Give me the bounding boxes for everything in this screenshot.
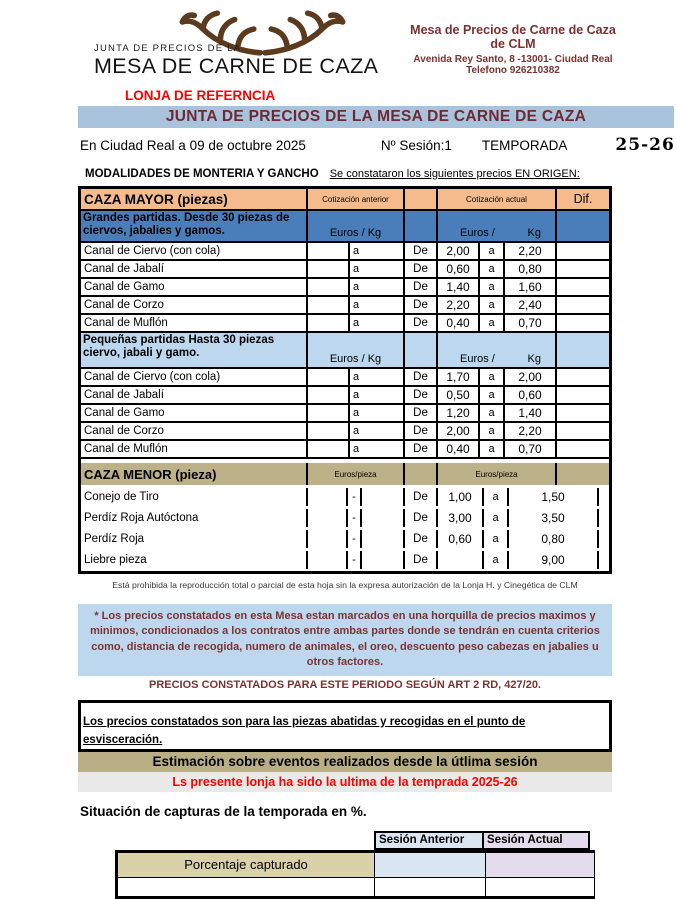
table-row bbox=[81, 297, 609, 313]
table-row bbox=[81, 441, 609, 457]
max-price: 1,40 bbox=[505, 405, 555, 421]
copyright-note: Está prohibida la reproducción total o parcial de esta hoja sin la expresa autorización de la Lonja H. y Cinegética de CLM bbox=[112, 580, 578, 590]
section-subtitle: Grandes partidas. Desde 30 piezas de ciervos, jabalies y gamos. bbox=[81, 211, 306, 241]
pequenas-partidas-header bbox=[81, 333, 609, 367]
table-row bbox=[81, 315, 609, 331]
prev-min-cell bbox=[308, 315, 348, 331]
table-row bbox=[81, 530, 609, 548]
dash-cell: - bbox=[348, 488, 360, 506]
session-line bbox=[80, 135, 677, 155]
max-price: 1,60 bbox=[505, 279, 555, 295]
row-name: Canal de Ciervo (con cola) bbox=[81, 243, 306, 259]
dif-cell bbox=[557, 261, 609, 277]
a-cell: a bbox=[480, 441, 503, 457]
col-cotizacion-actual: Cotización actual bbox=[438, 189, 555, 209]
dash-cell: - bbox=[348, 551, 360, 569]
de-cell: De bbox=[405, 551, 436, 569]
a-cell: a bbox=[480, 369, 503, 385]
table-row bbox=[81, 488, 609, 506]
modalidades-line bbox=[85, 168, 677, 184]
max-price: 2,00 bbox=[505, 369, 555, 385]
logo bbox=[58, 10, 379, 86]
max-price: 0,70 bbox=[505, 441, 555, 457]
caza-menor-section bbox=[81, 459, 609, 571]
capturas-header-row bbox=[374, 831, 595, 850]
a-cell: a bbox=[484, 551, 507, 569]
section-subtitle: Pequeñas partidas Hasta 30 piezas ciervo, jabali y gamo. bbox=[81, 333, 306, 367]
row-name: Canal de Corzo bbox=[81, 423, 306, 439]
min-price: 0,60 bbox=[438, 530, 482, 548]
min-price: 0,50 bbox=[438, 387, 478, 403]
dash-cell: - bbox=[348, 530, 360, 548]
prev-max-cell bbox=[362, 530, 403, 548]
porcentaje-anterior-cell bbox=[375, 853, 485, 877]
min-price: 0,40 bbox=[438, 315, 478, 331]
unit-spacer bbox=[405, 333, 436, 367]
a-cell: a bbox=[480, 243, 503, 259]
a-cell: a bbox=[484, 530, 507, 548]
max-price: 0,60 bbox=[505, 387, 555, 403]
min-price: 1,40 bbox=[438, 279, 478, 295]
prev-min-cell bbox=[308, 243, 348, 259]
unit-curr bbox=[438, 333, 555, 367]
col-dif: Dif. bbox=[557, 189, 609, 209]
temporada-value: 25-26 bbox=[615, 135, 675, 155]
min-price: 2,00 bbox=[438, 423, 478, 439]
org-name-line2: de CLM bbox=[490, 37, 536, 51]
min-price: 2,00 bbox=[438, 243, 478, 259]
row-filler bbox=[599, 488, 609, 506]
dif-cell bbox=[557, 423, 609, 439]
prev-max-cell bbox=[362, 551, 403, 569]
prev-sep-cell: a bbox=[350, 405, 403, 421]
a-cell: a bbox=[484, 488, 507, 506]
max-price: 0,80 bbox=[509, 530, 597, 548]
prev-sep-cell: a bbox=[350, 279, 403, 295]
estimacion-bar: Estimación sobre eventos realizados desde la útlima sesión bbox=[78, 752, 612, 772]
evisceracion-text: Los precios constatados son para las piezas abatidas y recogidas en el punto de esvisceración. bbox=[83, 715, 526, 746]
capturas-body bbox=[115, 850, 595, 899]
dif-cell bbox=[557, 297, 609, 313]
prev-sep-cell: a bbox=[350, 297, 403, 313]
row-name: Canal de Muflón bbox=[81, 441, 306, 457]
de-cell: De bbox=[405, 243, 436, 259]
table-row bbox=[81, 369, 609, 385]
min-price: 1,20 bbox=[438, 405, 478, 421]
dif-cell bbox=[557, 315, 609, 331]
prev-sep-cell: a bbox=[350, 387, 403, 403]
table-row bbox=[81, 243, 609, 259]
logo-subtitle: JUNTA DE PRECIOS DE LA bbox=[94, 43, 242, 54]
de-cell: De bbox=[405, 315, 436, 331]
max-price: 0,80 bbox=[505, 261, 555, 277]
price-conditions-note: * Los precios constatados en esta Mesa estan marcados en una horquilla de precios maximos y minimos, condicionados a los contratos entre ambas partes donde se tendrán en cuenta criterios como, distancia de recogida, numero de animales, el oreo, descuento peso cabezas en jabalies u otros factores. bbox=[78, 604, 612, 676]
unit-prev: Euros / Kg bbox=[308, 211, 403, 241]
row-name: Canal de Gamo bbox=[81, 279, 306, 295]
unit-curr-kg: Kg bbox=[527, 227, 541, 239]
caza-mayor-title: CAZA MAYOR (piezas) bbox=[81, 189, 306, 209]
prev-min-cell bbox=[308, 387, 348, 403]
temporada-label: TEMPORADA bbox=[481, 138, 568, 153]
table-row bbox=[81, 423, 609, 439]
row-filler bbox=[599, 551, 609, 569]
prev-min-cell bbox=[308, 423, 348, 439]
empty-cell bbox=[375, 878, 485, 896]
min-price: 0,60 bbox=[438, 261, 478, 277]
dif-cell bbox=[557, 405, 609, 421]
de-cell: De bbox=[405, 261, 436, 277]
prev-min-cell bbox=[308, 530, 346, 548]
prev-sep-cell: a bbox=[350, 261, 403, 277]
empty-cell bbox=[118, 878, 374, 896]
caza-menor-header-row bbox=[81, 463, 609, 485]
max-price: 0,70 bbox=[505, 315, 555, 331]
min-price: 1,00 bbox=[438, 488, 482, 506]
prev-sep-cell: a bbox=[350, 441, 403, 457]
prev-min-cell bbox=[308, 279, 348, 295]
row-name: Canal de Jabalí bbox=[81, 261, 306, 277]
row-name: Canal de Corzo bbox=[81, 297, 306, 313]
table-row bbox=[81, 279, 609, 295]
unit-prev: Euros / Kg bbox=[308, 333, 403, 367]
precios-constatados-line: PRECIOS CONSTATADOS PARA ESTE PERIODO SEGÚN ART 2 RD, 427/20. bbox=[149, 678, 541, 691]
min-price: 2,20 bbox=[438, 297, 478, 313]
de-cell: De bbox=[405, 297, 436, 313]
modalidades-title: MODALIDADES DE MONTERIA Y GANCHO bbox=[85, 168, 319, 180]
prev-min-cell bbox=[308, 261, 348, 277]
lonja-referencia-label: LONJA DE REFERNCIA bbox=[125, 88, 276, 103]
row-name: Canal de Gamo bbox=[81, 405, 306, 421]
max-price: 9,00 bbox=[509, 551, 597, 569]
prev-sep-cell: a bbox=[350, 315, 403, 331]
logo-title: MESA DE CARNE DE CAZA bbox=[94, 54, 379, 78]
max-price: 3,50 bbox=[509, 509, 597, 527]
max-price: 2,40 bbox=[505, 297, 555, 313]
row-name: Perdíz Roja Autóctona bbox=[81, 509, 306, 527]
unit-spacer bbox=[405, 463, 436, 485]
dif-cell bbox=[557, 243, 609, 259]
de-cell: De bbox=[405, 423, 436, 439]
table-row bbox=[81, 387, 609, 403]
unit-dif-spacer bbox=[557, 463, 609, 485]
row-filler bbox=[599, 509, 609, 527]
prev-min-cell bbox=[308, 551, 346, 569]
de-cell: De bbox=[405, 369, 436, 385]
caza-mayor-header-row bbox=[81, 189, 609, 209]
page-header bbox=[0, 10, 677, 86]
min-price: 3,00 bbox=[438, 509, 482, 527]
dif-cell bbox=[557, 387, 609, 403]
situacion-title: Situación de capturas de la temporada en %. bbox=[80, 803, 367, 819]
price-table bbox=[78, 186, 612, 574]
ultima-lonja-notice: Ls presente lonja ha sido la ultima de la temprada 2025-26 bbox=[78, 772, 612, 792]
prev-sep-cell: a bbox=[350, 243, 403, 259]
constataron-note: Se constataron los siguientes precios EN ORIGEN: bbox=[329, 168, 580, 180]
prev-sep-cell: a bbox=[350, 369, 403, 385]
prev-min-cell bbox=[308, 405, 348, 421]
a-cell: a bbox=[480, 423, 503, 439]
de-cell: De bbox=[405, 387, 436, 403]
unit-dif-spacer bbox=[557, 333, 609, 367]
table-row bbox=[81, 509, 609, 527]
row-filler bbox=[599, 530, 609, 548]
unit-dif-spacer bbox=[557, 211, 609, 241]
col-sesion-actual: Sesión Actual bbox=[482, 831, 590, 850]
porcentaje-actual-cell bbox=[486, 853, 594, 877]
table-row bbox=[81, 405, 609, 421]
row-name: Canal de Jabalí bbox=[81, 387, 306, 403]
caza-menor-title: CAZA MENOR (pieza) bbox=[81, 463, 306, 485]
dif-cell bbox=[557, 441, 609, 457]
unit-curr bbox=[438, 211, 555, 241]
min-price: 1,70 bbox=[438, 369, 478, 385]
max-price: 2,20 bbox=[505, 243, 555, 259]
max-price: 1,50 bbox=[509, 488, 597, 506]
prev-min-cell bbox=[308, 441, 348, 457]
col-spacer bbox=[405, 189, 436, 209]
de-cell: De bbox=[405, 488, 436, 506]
org-phone: Telefono 926210382 bbox=[466, 65, 560, 76]
prev-min-cell bbox=[308, 369, 348, 385]
place-date: En Ciudad Real a 09 de octubre 2025 bbox=[80, 138, 306, 153]
row-name: Canal de Ciervo (con cola) bbox=[81, 369, 306, 385]
prev-max-cell bbox=[362, 509, 403, 527]
evisceracion-box bbox=[78, 700, 612, 752]
unit-curr-euros: Euros / bbox=[460, 227, 495, 239]
min-price bbox=[438, 551, 482, 569]
col-sesion-anterior: Sesión Anterior bbox=[374, 831, 484, 850]
row-name: Liebre pieza bbox=[81, 551, 306, 569]
table-row bbox=[81, 261, 609, 277]
row-name: Canal de Muflón bbox=[81, 315, 306, 331]
unit-curr-pieza: Euros/pieza bbox=[438, 463, 555, 485]
org-address-block bbox=[398, 10, 628, 86]
de-cell: De bbox=[405, 530, 436, 548]
dif-cell bbox=[557, 369, 609, 385]
max-price: 2,20 bbox=[505, 423, 555, 439]
session-number: Nº Sesión:1 bbox=[380, 138, 452, 153]
unit-curr-euros: Euros / bbox=[460, 353, 495, 365]
col-cotizacion-anterior: Cotización anterior bbox=[308, 189, 403, 209]
min-price: 0,40 bbox=[438, 441, 478, 457]
row-name: Conejo de Tiro bbox=[81, 488, 306, 506]
a-cell: a bbox=[480, 405, 503, 421]
dash-cell: - bbox=[348, 509, 360, 527]
prev-min-cell bbox=[308, 297, 348, 313]
prev-sep-cell: a bbox=[350, 423, 403, 439]
prev-min-cell bbox=[308, 488, 346, 506]
row-name: Perdíz Roja bbox=[81, 530, 306, 548]
capturas-table bbox=[115, 831, 595, 899]
de-cell: De bbox=[405, 405, 436, 421]
prev-max-cell bbox=[362, 488, 403, 506]
a-cell: a bbox=[480, 261, 503, 277]
a-cell: a bbox=[484, 509, 507, 527]
dif-cell bbox=[557, 279, 609, 295]
a-cell: a bbox=[480, 297, 503, 313]
unit-curr-kg: Kg bbox=[527, 353, 541, 365]
de-cell: De bbox=[405, 441, 436, 457]
title-banner: JUNTA DE PRECIOS DE LA MESA DE CARNE DE CAZA bbox=[78, 106, 674, 128]
empty-cell bbox=[486, 878, 594, 896]
a-cell: a bbox=[480, 279, 503, 295]
grandes-partidas-header bbox=[81, 211, 609, 241]
prev-min-cell bbox=[308, 509, 346, 527]
org-name-line1: Mesa de Precios de Carne de Caza bbox=[410, 23, 616, 37]
porcentaje-label: Porcentaje capturado bbox=[118, 853, 374, 877]
a-cell: a bbox=[480, 387, 503, 403]
unit-spacer bbox=[405, 211, 436, 241]
org-address: Avenida Rey Santo, 8 -13001- Ciudad Real bbox=[413, 54, 613, 65]
table-row bbox=[81, 551, 609, 569]
a-cell: a bbox=[480, 315, 503, 331]
unit-prev-pieza: Euros/pieza bbox=[308, 463, 403, 485]
de-cell: De bbox=[405, 279, 436, 295]
de-cell: De bbox=[405, 509, 436, 527]
